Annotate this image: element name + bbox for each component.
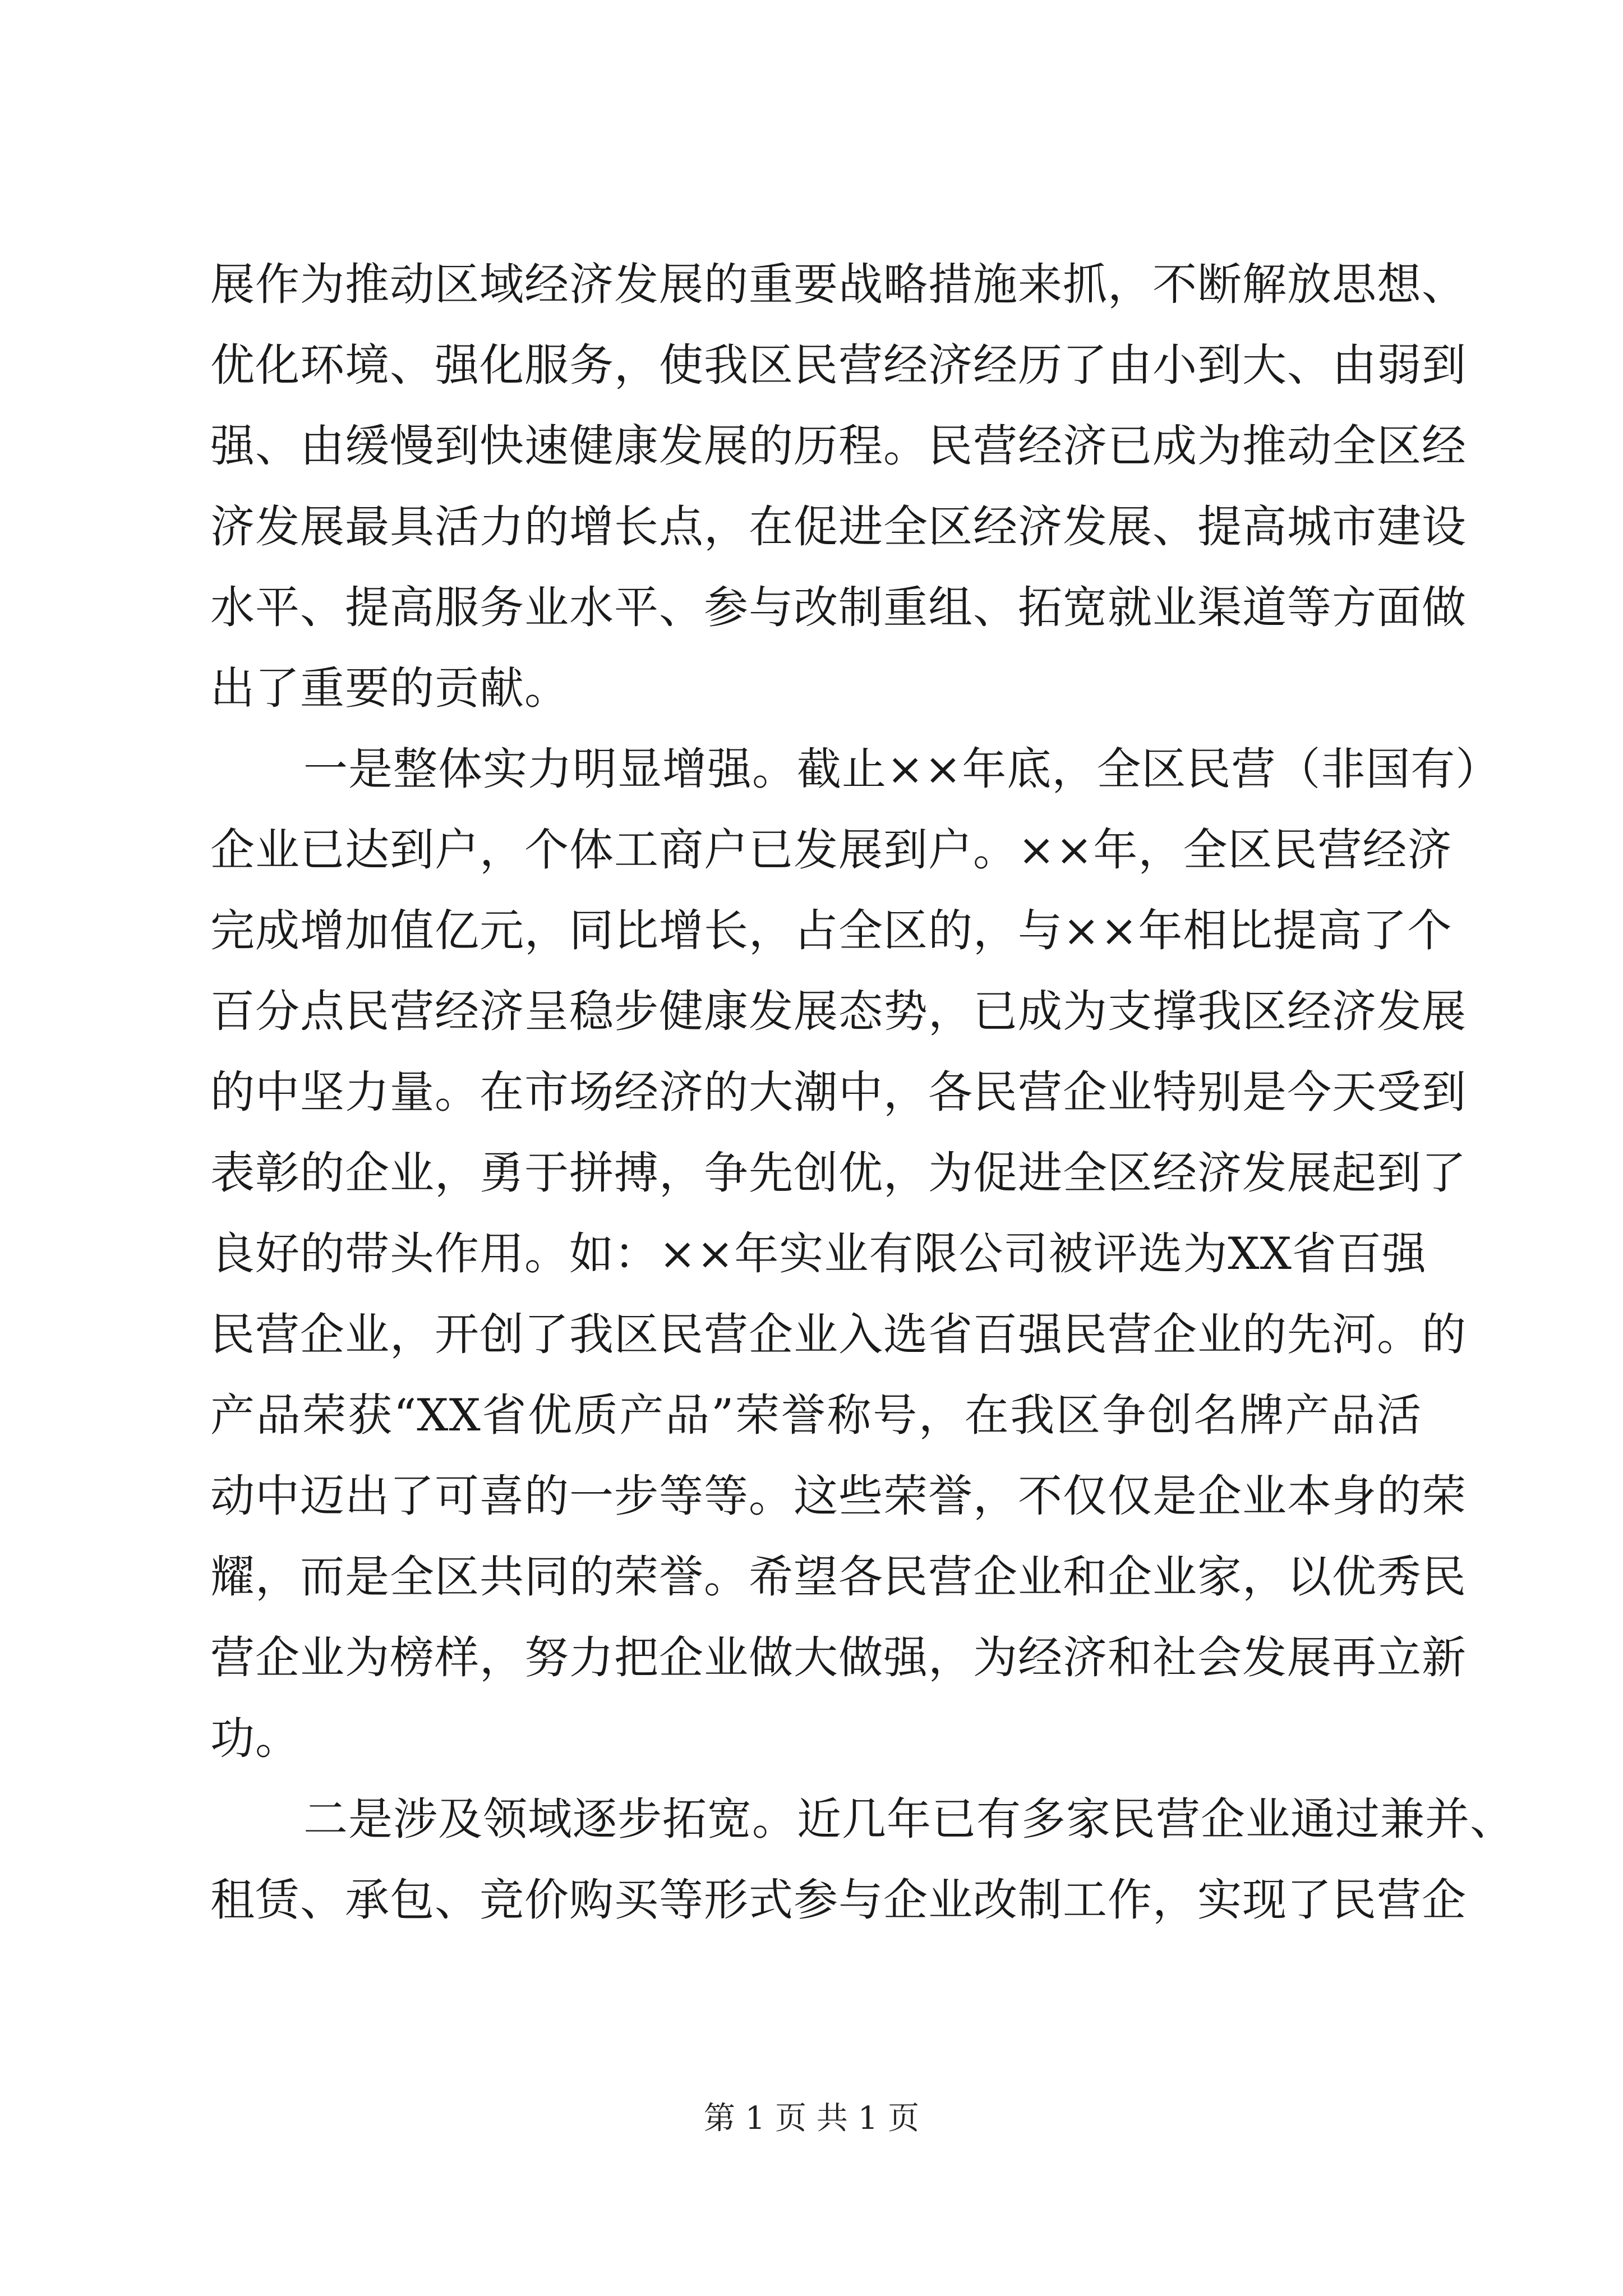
text-line: 优化环境、强化服务，使我区民营经济经历了由小到大、由弱到 <box>210 339 1467 391</box>
text-line: 的中坚力量。在市场经济的大潮中，各民营企业特别是今天受到 <box>210 1066 1467 1118</box>
text-line: 良好的带头作用。如：××年实业有限公司被评选为XX省百强 <box>210 1228 1427 1280</box>
text-line: 展作为推动区域经济发展的重要战略措施来抓，不断解放思想、 <box>210 259 1467 310</box>
text-line: 功。 <box>210 1713 300 1764</box>
text-line: 表彰的企业，勇于拼搏，争先创优，为促进全区经济发展起到了 <box>210 1147 1467 1199</box>
text-line: 百分点民营经济呈稳步健康发展态势，已成为支撑我区经济发展 <box>210 986 1467 1037</box>
text-line: 完成增加值亿元，同比增长，占全区的，与××年相比提高了个 <box>210 905 1453 956</box>
text-line: 动中迈出了可喜的一步等等。这些荣誉，不仅仅是企业本身的荣 <box>210 1470 1467 1522</box>
text-line: 二是涉及领域逐步拓宽。近几年已有多家民营企业通过兼并、 <box>303 1793 1515 1845</box>
text-line: 民营企业，开创了我区民营企业入选省百强民营企业的先河。的 <box>210 1309 1467 1360</box>
text-line: 一是整体实力明显增强。截止××年底，全区民营（非国有） <box>303 743 1501 795</box>
text-line: 强、由缓慢到快速健康发展的历程。民营经济已成为推动全区经 <box>210 420 1467 472</box>
text-line: 租赁、承包、竞价购买等形式参与企业改制工作，实现了民营企 <box>210 1874 1467 1926</box>
text-line: 耀，而是全区共同的荣誉。希望各民营企业和企业家，以优秀民 <box>210 1551 1467 1603</box>
page-footer <box>0 2099 1623 2138</box>
text-line: 出了重要的贡献。 <box>210 662 569 714</box>
text-line: 水平、提高服务业水平、参与改制重组、拓宽就业渠道等方面做 <box>210 582 1467 633</box>
text-line: 营企业为榜样，努力把企业做大做强，为经济和社会发展再立新 <box>210 1632 1467 1683</box>
text-line: 产品荣获“XX省优质产品”荣誉称号，在我区争创名牌产品活 <box>210 1389 1422 1441</box>
page-number-label: 第 1 页 共 1 页 <box>703 2100 920 2137</box>
text-line: 济发展最具活力的增长点，在促进全区经济发展、提高城市建设 <box>210 501 1467 553</box>
document-body <box>210 244 1515 1940</box>
text-line: 企业已达到户，个体工商户已发展到户。××年，全区民营经济 <box>210 824 1453 876</box>
